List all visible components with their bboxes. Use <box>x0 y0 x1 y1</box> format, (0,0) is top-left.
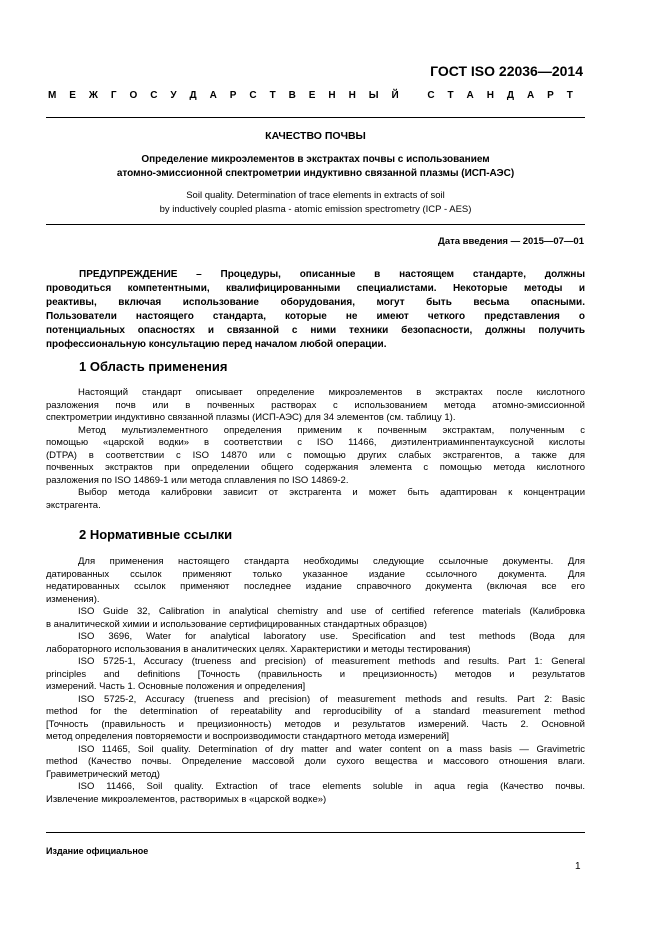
interstate-letter: Й <box>391 90 399 101</box>
interstate-letter: С <box>150 90 158 101</box>
interstate-letter: С <box>427 90 435 101</box>
interstate-letter: Н <box>328 90 336 101</box>
interstate-letter: Д <box>189 90 197 101</box>
interstate-letter: Е <box>308 90 316 101</box>
header-divider <box>46 117 585 118</box>
standard-number: ГОСТ ISO 22036—2014 <box>430 63 583 79</box>
interstate-letter: Ы <box>368 90 379 101</box>
title-russian: Определение микроэлементов в экстрактах почвы с использованием атомно-эмиссионной спектрометрии индуктивно связанной плазмы (ИСП-АЭС) <box>116 154 515 179</box>
interstate-letter: Е <box>69 90 76 101</box>
interstate-letter: Т <box>269 90 276 101</box>
interstate-letter: Г <box>110 90 117 101</box>
section-1-body: Настоящий стандарт описывает определение микроэлементов в экстрактах после кислотного разложения почв или в почвенных растворах с использованием метода атомно-эмиссионной спектрометрии индуктивно связанной плазмы (ИСП-АЭС) для 34 элементов (см. таблицу 1). Метод мультиэлементного определения применим к почвенным экстрактам, полученным с помощью «царской водки» в соответствии с ISO 11466, диэтилентриаминпентауксусной кислоты (DTPA) в соответствии с ISO 14870 или с помощью других слабых экстрагентов, а также для почвенных экстрактов при определении общего содержания элемента с помощью метода кислотного разложения по ISO 14869-1 или метода сплавления по ISO 14869-2. Выбор метода калибровки зависит от экстрагента и может быть адаптирован к концентрации экстрагента. <box>46 387 585 511</box>
warning-paragraph: ПРЕДУПРЕЖДЕНИЕ – Процедуры, описанные в настоящем стандарте, должны проводиться компетентными, квалифицированными специалистами. Некоторые методы и реактивы, включая использование оборудования, могут быть весьма опасными. Пользователи настоящего стандарта, которые не имеют четкого представления о потенциальных опасностях и связанной с ними техники безопасности, должны получить профессиональную консультацию перед началом любой операции. <box>46 269 585 350</box>
interstate-letter: А <box>526 90 535 101</box>
section-2-body: Для применения настоящего стандарта необходимы следующие ссылочные документы. Для датированных ссылок применяют только указанное издание ссылочного документа. Для недатированных ссылок применяют последнее издание справочного документа (включая все его изменения). ISO Guide 32, Calibration in analytical chemistry and use of certified reference materials (Калибровка в аналитической химии и использование сертифицированных стандартных образцов) ISO 3696, Water for analytical laboratory use. Specification and test methods (Вода для лабораторного использования в аналитических целях. Характеристики и методы тестирования) ISO 5725-1, Accuracy (trueness and precision) of measurement methods and results. Part 1: General principles and definitions [Точность (правильность и прецизионность) методов и результатов измерений. Часть 1. Основные положения и определения] ISO 5725-2, Accuracy (trueness and precision) of measurement methods and results. Part 2: Basic method for the determination of repeatability and reproducibility of a standard measurement method [Точность (правильность и прецизионность) методов и результатов измерений. Часть 2. Основной метод определения повторяемости и воспроизводимости стандартного метода измерений] ISO 11465, Soil quality. Determination of dry matter and water content on a mass basis — Gravimetric method (Качество почвы. Определение массовой доли сухого вещества и массового отношения влаги. Гравиметрический метод) ISO 11466, Soil quality. Extraction of trace elements soluble in aqua regia (Качество почвы. Извлечение микроэлементов, растворимых в «царской водке») <box>46 556 585 805</box>
document-title: КАЧЕСТВО ПОЧВЫ <box>265 130 366 142</box>
interstate-letter: Ж <box>88 90 98 101</box>
interstate-letter <box>412 90 415 101</box>
interstate-letter: Н <box>486 90 494 101</box>
interstate-letter: М <box>48 90 57 101</box>
interstate-letter: А <box>209 90 217 101</box>
section-1-heading: 1 Область применения <box>79 359 228 374</box>
interstate-letter: Д <box>506 90 514 101</box>
introduction-date: Дата введения — 2015—07—01 <box>438 236 584 247</box>
official-edition-label: Издание официальное <box>46 846 149 856</box>
title-english: Soil quality. Determination of trace elements in extracts of soil by inductively coupled plasma - atomic emission spectrometry (ICP - AES) <box>159 190 472 215</box>
footer-divider <box>46 832 585 833</box>
interstate-letter: В <box>288 90 296 101</box>
title-divider <box>46 224 585 225</box>
interstate-letter: С <box>249 90 257 101</box>
interstate-letter: Т <box>447 90 454 101</box>
interstate-letter: Р <box>229 90 237 101</box>
interstate-letter: Р <box>547 90 554 101</box>
interstate-letter: У <box>170 90 177 101</box>
interstate-letter: Н <box>348 90 356 101</box>
interstate-letter: А <box>466 90 474 101</box>
interstate-letter: О <box>129 90 138 101</box>
section-2-heading: 2 Нормативные ссылки <box>79 527 233 542</box>
interstate-standard-label <box>48 90 573 101</box>
interstate-letter: Т <box>566 90 573 101</box>
page-number: 1 <box>575 861 581 872</box>
